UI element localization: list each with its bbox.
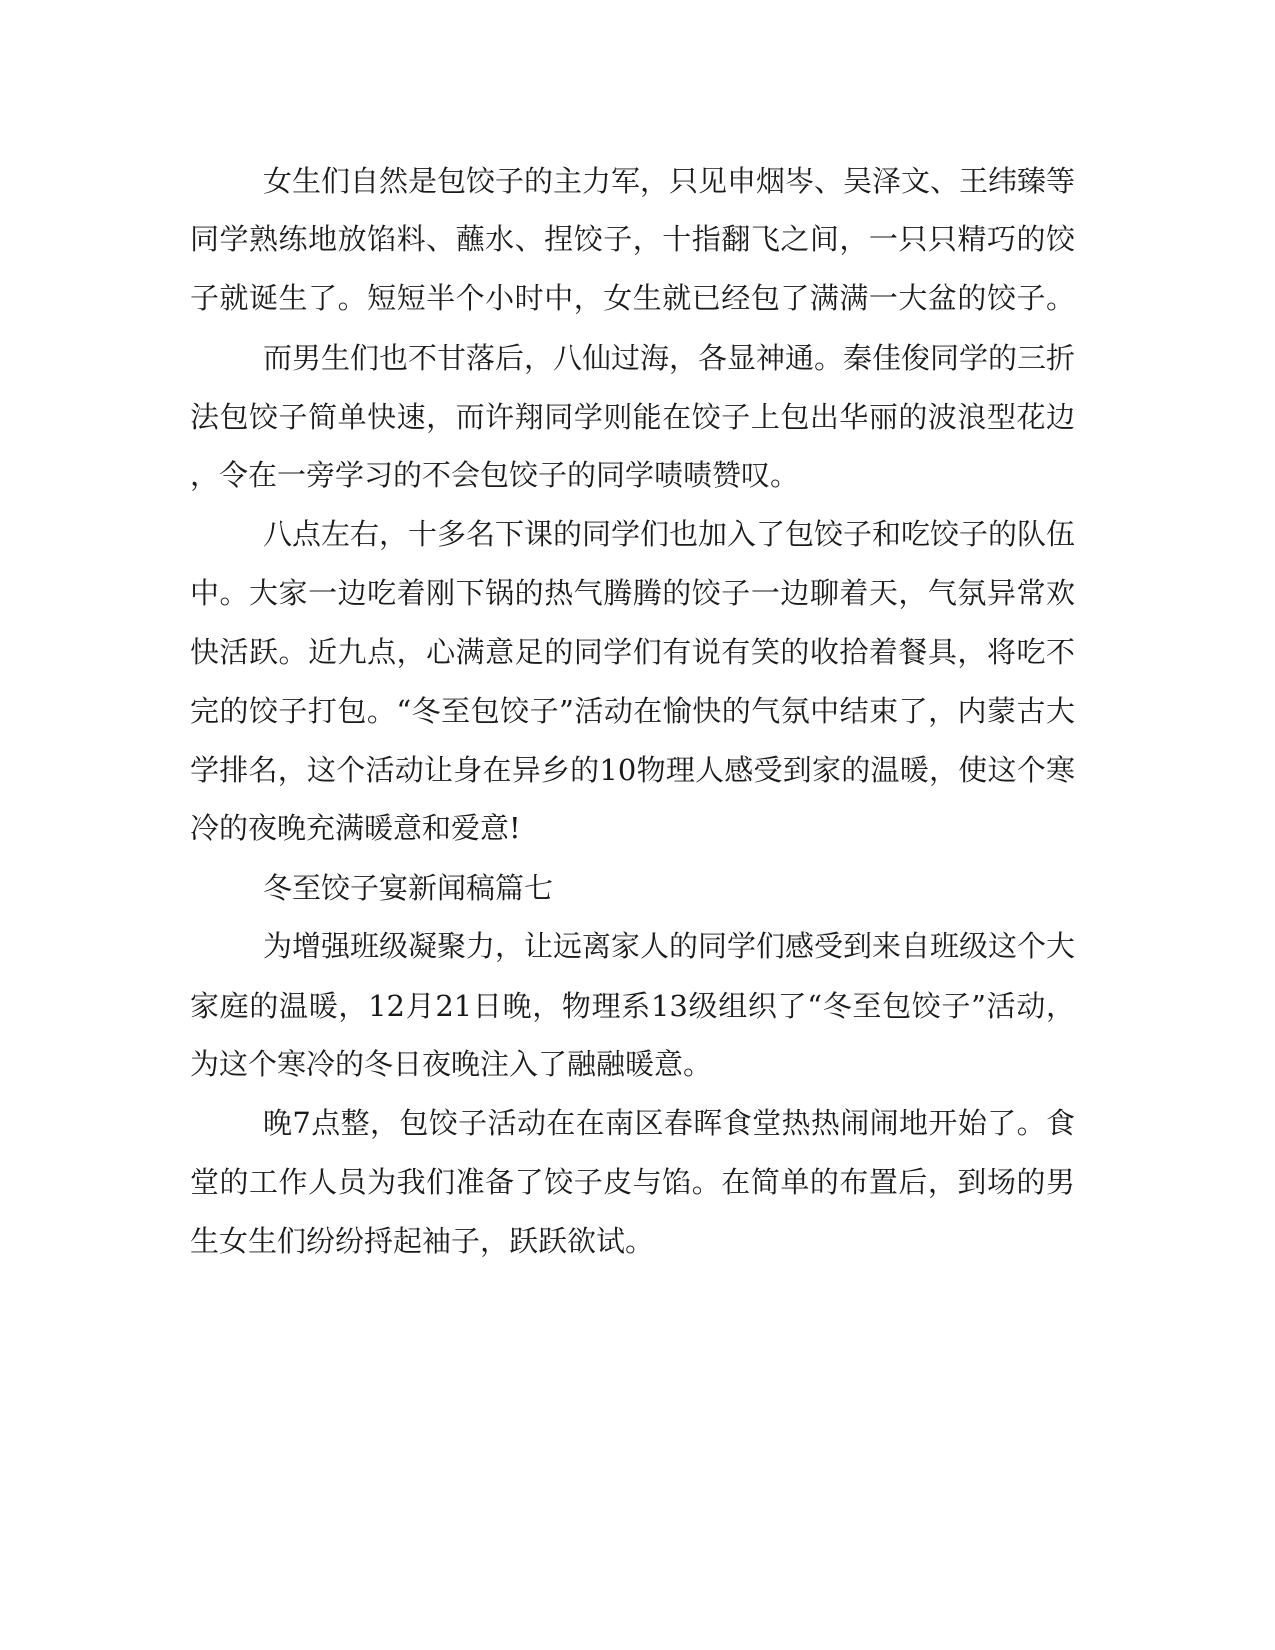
paragraph-line: 晚7点整，包饺子活动在在南区春晖食堂热热闹闹地开始了。食	[263, 1106, 1075, 1140]
paragraph-line: 堂的工作人员为我们准备了饺子皮与馅。在简单的布置后，到场的男	[190, 1165, 1075, 1199]
paragraph-line: 学排名，这个活动让身在异乡的10物理人感受到家的温暖，使这个寒	[190, 753, 1075, 787]
paragraph-line: 冷的夜晚充满暖意和爱意!	[190, 811, 521, 845]
section-heading: 冬至饺子宴新闻稿篇七	[263, 871, 554, 905]
paragraph-line: 同学熟练地放馅料、蘸水、捏饺子，十指翻飞之间，一只只精巧的饺	[190, 222, 1075, 256]
paragraph-line: ，令在一旁学习的不会包饺子的同学啧啧赞叹。	[190, 458, 800, 492]
paragraph-line: 生女生们纷纷捋起袖子，跃跃欲试。	[190, 1224, 655, 1258]
paragraph-line: 完的饺子打包。“冬至包饺子”活动在愉快的气氛中结束了，内蒙古大	[190, 694, 1075, 728]
paragraph-line: 法包饺子简单快速，而许翔同学则能在饺子上包出华丽的波浪型花边	[190, 400, 1075, 434]
paragraph-line: 子就诞生了。短短半个小时中，女生就已经包了满满一大盆的饺子。	[190, 281, 1075, 315]
paragraph-line: 女生们自然是包饺子的主力军，只见申烟岑、吴泽文、王纬臻等	[263, 164, 1076, 198]
paragraph-line: 家庭的温暖，12月21日晚，物理系13级组织了“冬至包饺子”活动，	[190, 989, 1075, 1023]
paragraph-line: 快活跃。近九点，心满意足的同学们有说有笑的收拾着餐具，将吃不	[190, 635, 1075, 669]
paragraph-line: 为这个寒冷的冬日夜晚注入了融融暖意。	[190, 1047, 713, 1081]
paragraph-line: 八点左右，十多名下课的同学们也加入了包饺子和吃饺子的队伍	[263, 517, 1076, 551]
paragraph-line: 中。大家一边吃着刚下锅的热气腾腾的饺子一边聊着天，气氛异常欢	[190, 576, 1075, 610]
paragraph-line: 而男生们也不甘落后，八仙过海，各显神通。秦佳俊同学的三折	[263, 341, 1076, 375]
paragraph-line: 为增强班级凝聚力，让远离家人的同学们感受到来自班级这个大	[263, 929, 1076, 963]
